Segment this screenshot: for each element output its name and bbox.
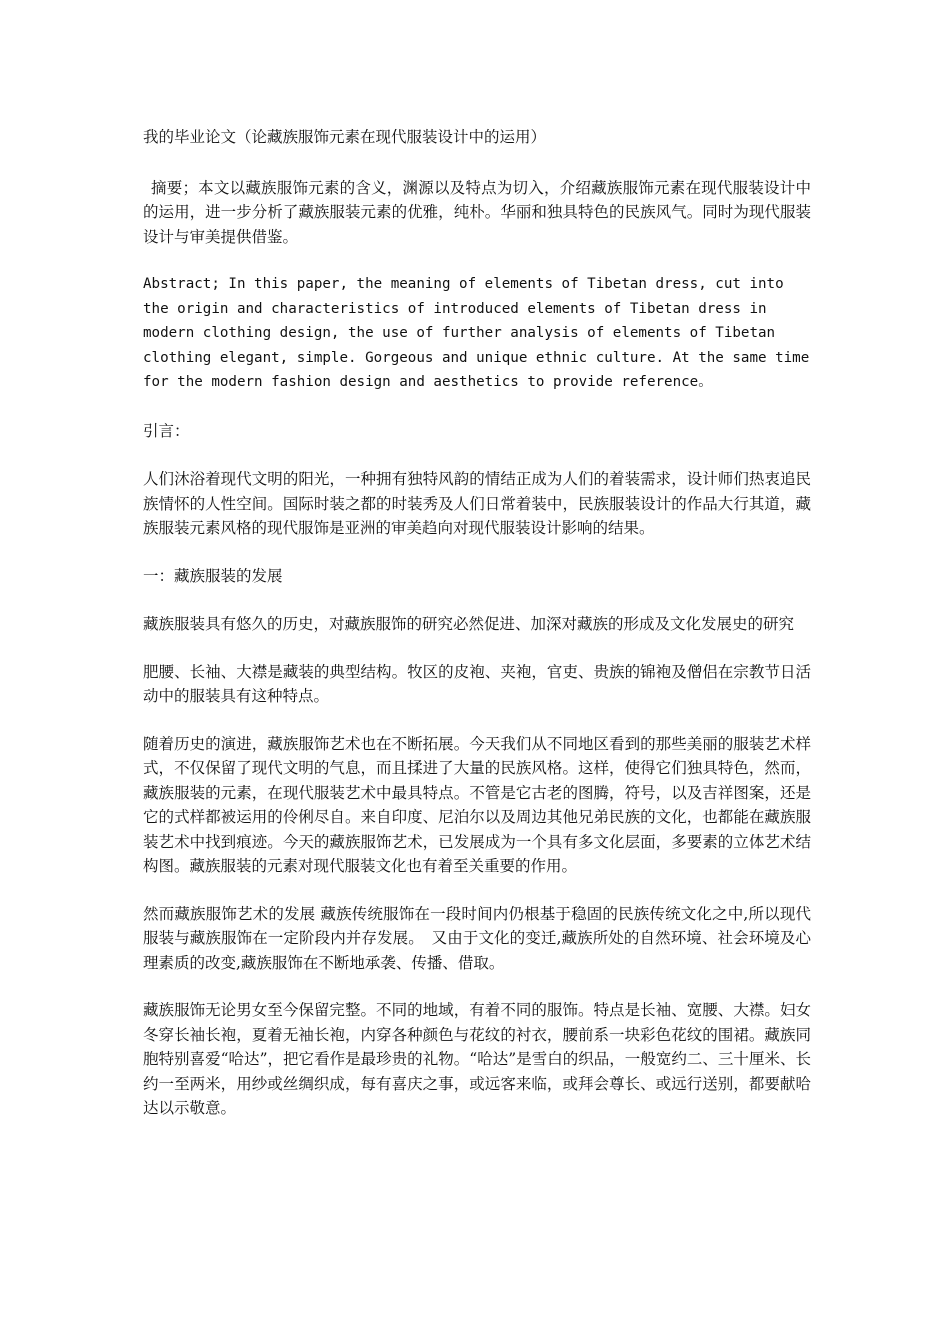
abstract-english: Abstract; In this paper, the meaning of elements of Tibetan dress, cut into the origin and characteristics of introduced elements of Tibetan dress in modern clothing design, the use of further analysis of elements of Tibetan clothing elegant, simple. Gorgeous and unique ethnic culture. At the same time for the modern fashion design and aesthetics to provide reference。 — [143, 276, 810, 390]
body-paragraph: 肥腰、长袖、大襟是藏装的典型结构。牧区的皮袍、夹袍，官吏、贵族的锦袍及僧侣在宗教节日活动中的服装具有这种特点。 — [143, 662, 811, 705]
document-title: 我的毕业论文（论藏族服饰元素在现代服装设计中的运用） — [143, 128, 547, 146]
intro-heading: 引言： — [143, 421, 190, 440]
section-heading: 一：藏族服装的发展 — [143, 566, 283, 585]
body-paragraph: 藏族服装具有悠久的历史，对藏族服饰的研究必然促进、加深对藏族的形成及文化发展史的研究 — [143, 615, 795, 633]
intro-paragraph: 人们沐浴着现代文明的阳光，一种拥有独特风韵的情结正成为人们的着装需求，设计师们热衷追民族情怀的人性空间。国际时装之都的时装秀及人们日常着装中，民族服装设计的作品大行其道，藏族服装元素风格的现代服饰是亚洲的审美趋向对现代服装设计影响的结果。 — [143, 470, 811, 537]
document-page — [143, 125, 811, 1144]
body-paragraph: 藏族服饰无论男女至今保留完整。不同的地域，有着不同的服饰。特点是长袖、宽腰、大襟。妇女冬穿长袖长袍，夏着无袖长袍，内穿各种颜色与花纹的衬衣，腰前系一块彩色花纹的围裙。藏族同胞特别喜爱“哈达”，把它看作是最珍贵的礼物。“哈达”是雪白的织品，一般宽约二、三十厘米、长约一至两米，用纱或丝绸织成，每有喜庆之事，或远客来临，或拜会尊长、或远行送别，都要献哈达以示敬意。 — [143, 1001, 811, 1117]
body-paragraph: 然而藏族服饰艺术的发展 藏族传统服饰在一段时间内仍根基于稳固的民族传统文化之中,所以现代服装与藏族服饰在一定阶段内并存发展。 又由于文化的变迁,藏族所处的自然环境、社会环境及心理素质的改变,藏族服饰在不断地承袭、传播、借取。 — [143, 904, 811, 972]
body-paragraph: 随着历史的演进，藏族服饰艺术也在不断拓展。今天我们从不同地区看到的那些美丽的服装艺术样式，不仅保留了现代文明的气息，而且揉进了大量的民族风格。这样，使得它们独具特色，然而，藏族服装的元素，在现代服装艺术中最具特点。不管是它古老的图腾，符号，以及吉祥图案，还是它的式样都被运用的伶俐尽自。来自印度、尼泊尔以及周边其他兄弟民族的文化，也都能在藏族服装艺术中找到痕迹。今天的藏族服饰艺术，已发展成为一个具有多文化层面，多要素的立体艺术结构图。藏族服装的元素对现代服装文化也有着至关重要的作用。 — [143, 734, 811, 875]
abstract-chinese: 摘要；本文以藏族服饰元素的含义，渊源以及特点为切入，介绍藏族服饰元素在现代服装设计中的运用，进一步分析了藏族服装元素的优雅，纯朴。华丽和独具特色的民族风气。同时为现代服装设计与审美提供借鉴。 — [143, 178, 811, 246]
